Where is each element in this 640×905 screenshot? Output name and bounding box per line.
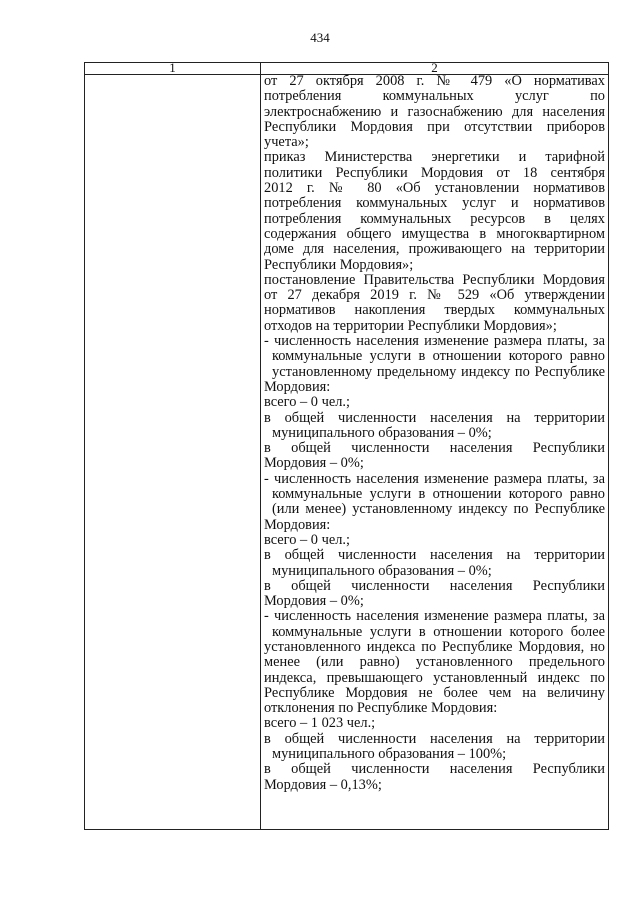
- text-line: [264, 303, 605, 318]
- text-line: [264, 196, 605, 211]
- text-line: [264, 319, 605, 334]
- text-line: [264, 380, 605, 395]
- text-line-content: потребления коммунальных ресурсов в целях: [264, 210, 605, 227]
- text-line-content: - численность населения изменение размера платы, за: [264, 470, 605, 487]
- text-line-content: отклонения по Республике Мордовия:: [264, 700, 498, 717]
- text-line: [264, 671, 605, 686]
- text-line: [264, 258, 605, 273]
- text-line: [264, 411, 605, 426]
- text-line-content: Республики Мордовия»;: [264, 256, 414, 273]
- text-line-content: муниципального образования – 0%;: [272, 424, 492, 441]
- text-line-content: установленного индекса по Республике Мордовия, но: [264, 638, 605, 655]
- text-line-content: муниципального образования – 100%;: [272, 746, 507, 763]
- text-line: [264, 548, 605, 563]
- text-line-content: (или менее) установленному индексу по Республике: [272, 501, 605, 518]
- text-line-content: Республики Мордовия при отсутствии приборов: [264, 118, 605, 135]
- text-line-content: Мордовия – 0%;: [264, 593, 364, 610]
- text-line: [264, 533, 605, 548]
- text-line: [264, 227, 605, 242]
- text-line: [264, 349, 605, 364]
- text-line: [264, 778, 605, 793]
- text-line: [264, 579, 605, 594]
- text-line-content: в общей численности населения на территории: [264, 547, 605, 564]
- text-line-content: Мордовия:: [264, 378, 331, 395]
- text-line-content: политики Республики Мордовия от 18 сентября: [264, 164, 605, 181]
- text-line: [264, 732, 605, 747]
- text-line-content: муниципального образования – 0%;: [272, 562, 492, 579]
- text-line: [264, 334, 605, 349]
- text-line: [264, 655, 605, 670]
- text-line-content: всего – 1 023 чел.;: [264, 715, 376, 732]
- text-line: [264, 120, 605, 135]
- text-line-content: электроснабжению и газоснабжению для населения: [264, 103, 605, 120]
- text-line: [264, 518, 605, 533]
- text-line: [264, 288, 605, 303]
- text-line: [264, 181, 605, 196]
- text-line-content: всего – 0 чел.;: [264, 394, 350, 411]
- text-line-content: Республике Мордовия не более чем на величину: [264, 684, 605, 701]
- text-line-content: Мордовия:: [264, 516, 331, 533]
- text-line-content: постановление Правительства Республики Мордовия: [264, 271, 605, 288]
- text-line: [264, 105, 605, 120]
- text-line-content: нормативов накопления твердых коммунальных: [264, 302, 605, 319]
- text-line: [264, 135, 605, 150]
- text-line-content: 2012 г. № 80 «Об установлении нормативов: [264, 180, 605, 197]
- text-line: [264, 150, 605, 165]
- text-line: [264, 487, 605, 502]
- text-line: [264, 472, 605, 487]
- text-line-content: от 27 декабря 2019 г. № 529 «Об утверждении: [264, 287, 605, 304]
- text-line-content: приказ Министерства энергетики и тарифной: [264, 149, 605, 166]
- text-line-content: Мордовия – 0,13%;: [264, 776, 382, 793]
- column-header-2: 2: [431, 60, 438, 75]
- document-table: [84, 62, 609, 830]
- text-line: [264, 365, 605, 380]
- column-2-text: [264, 74, 605, 793]
- text-line: [264, 456, 605, 471]
- text-line: [264, 625, 605, 640]
- text-line-content: в общей численности населения Республики: [264, 577, 605, 594]
- text-line: [264, 74, 605, 89]
- text-line-content: всего – 0 чел.;: [264, 531, 350, 548]
- text-line-content: в общей численности населения Республики: [264, 440, 605, 457]
- text-line-content: учета»;: [264, 134, 309, 151]
- text-line-content: доме для населения, проживающего на территории: [264, 241, 605, 258]
- text-line: [264, 502, 605, 517]
- text-line: [264, 273, 605, 288]
- text-line-content: коммунальные услуги в отношении которого равно: [272, 348, 605, 365]
- text-line: [264, 212, 605, 227]
- text-line: [264, 762, 605, 777]
- text-line-content: в общей численности населения на территории: [264, 409, 605, 426]
- text-line: [264, 609, 605, 624]
- text-line-content: отходов на территории Республики Мордовия»;: [264, 317, 557, 334]
- text-line: [264, 426, 605, 441]
- text-line: [264, 686, 605, 701]
- text-line: [264, 564, 605, 579]
- text-line-content: установленному предельному индексу по Республике: [272, 363, 605, 380]
- text-line: [264, 166, 605, 181]
- text-line-content: от 27 октября 2008 г. № 479 «О нормативах: [264, 73, 605, 89]
- text-line-content: - численность населения изменение размера платы, за: [264, 608, 605, 625]
- text-line: [264, 701, 605, 716]
- page-number: 434: [310, 30, 330, 45]
- text-line: [264, 242, 605, 257]
- text-line-content: - численность населения изменение размера платы, за: [264, 333, 605, 350]
- text-line-content: индекса, превышающего установленный индекс по: [264, 669, 605, 686]
- text-line-content: Мордовия – 0%;: [264, 455, 364, 472]
- text-line-content: в общей численности населения на территории: [264, 730, 605, 747]
- column-header-1: 1: [169, 60, 176, 75]
- text-line: [264, 716, 605, 731]
- text-line: [264, 395, 605, 410]
- text-line: [264, 89, 605, 104]
- text-line: [264, 594, 605, 609]
- text-line-content: коммунальные услуги в отношении которого равно: [272, 486, 605, 503]
- text-line-content: потребления коммунальных услуг по: [264, 88, 605, 105]
- text-line-content: в общей численности населения Республики: [264, 761, 605, 778]
- text-line-content: менее (или равно) установленного предельного: [264, 654, 605, 671]
- text-line-content: содержания общего имущества в многоквартирном: [264, 225, 605, 242]
- text-line-content: коммунальные услуги в отношении которого более: [272, 623, 605, 640]
- text-line-content: потребления коммунальных услуг и нормативов: [264, 195, 605, 212]
- column-divider: [260, 63, 261, 829]
- text-line: [264, 747, 605, 762]
- text-line: [264, 640, 605, 655]
- text-line: [264, 441, 605, 456]
